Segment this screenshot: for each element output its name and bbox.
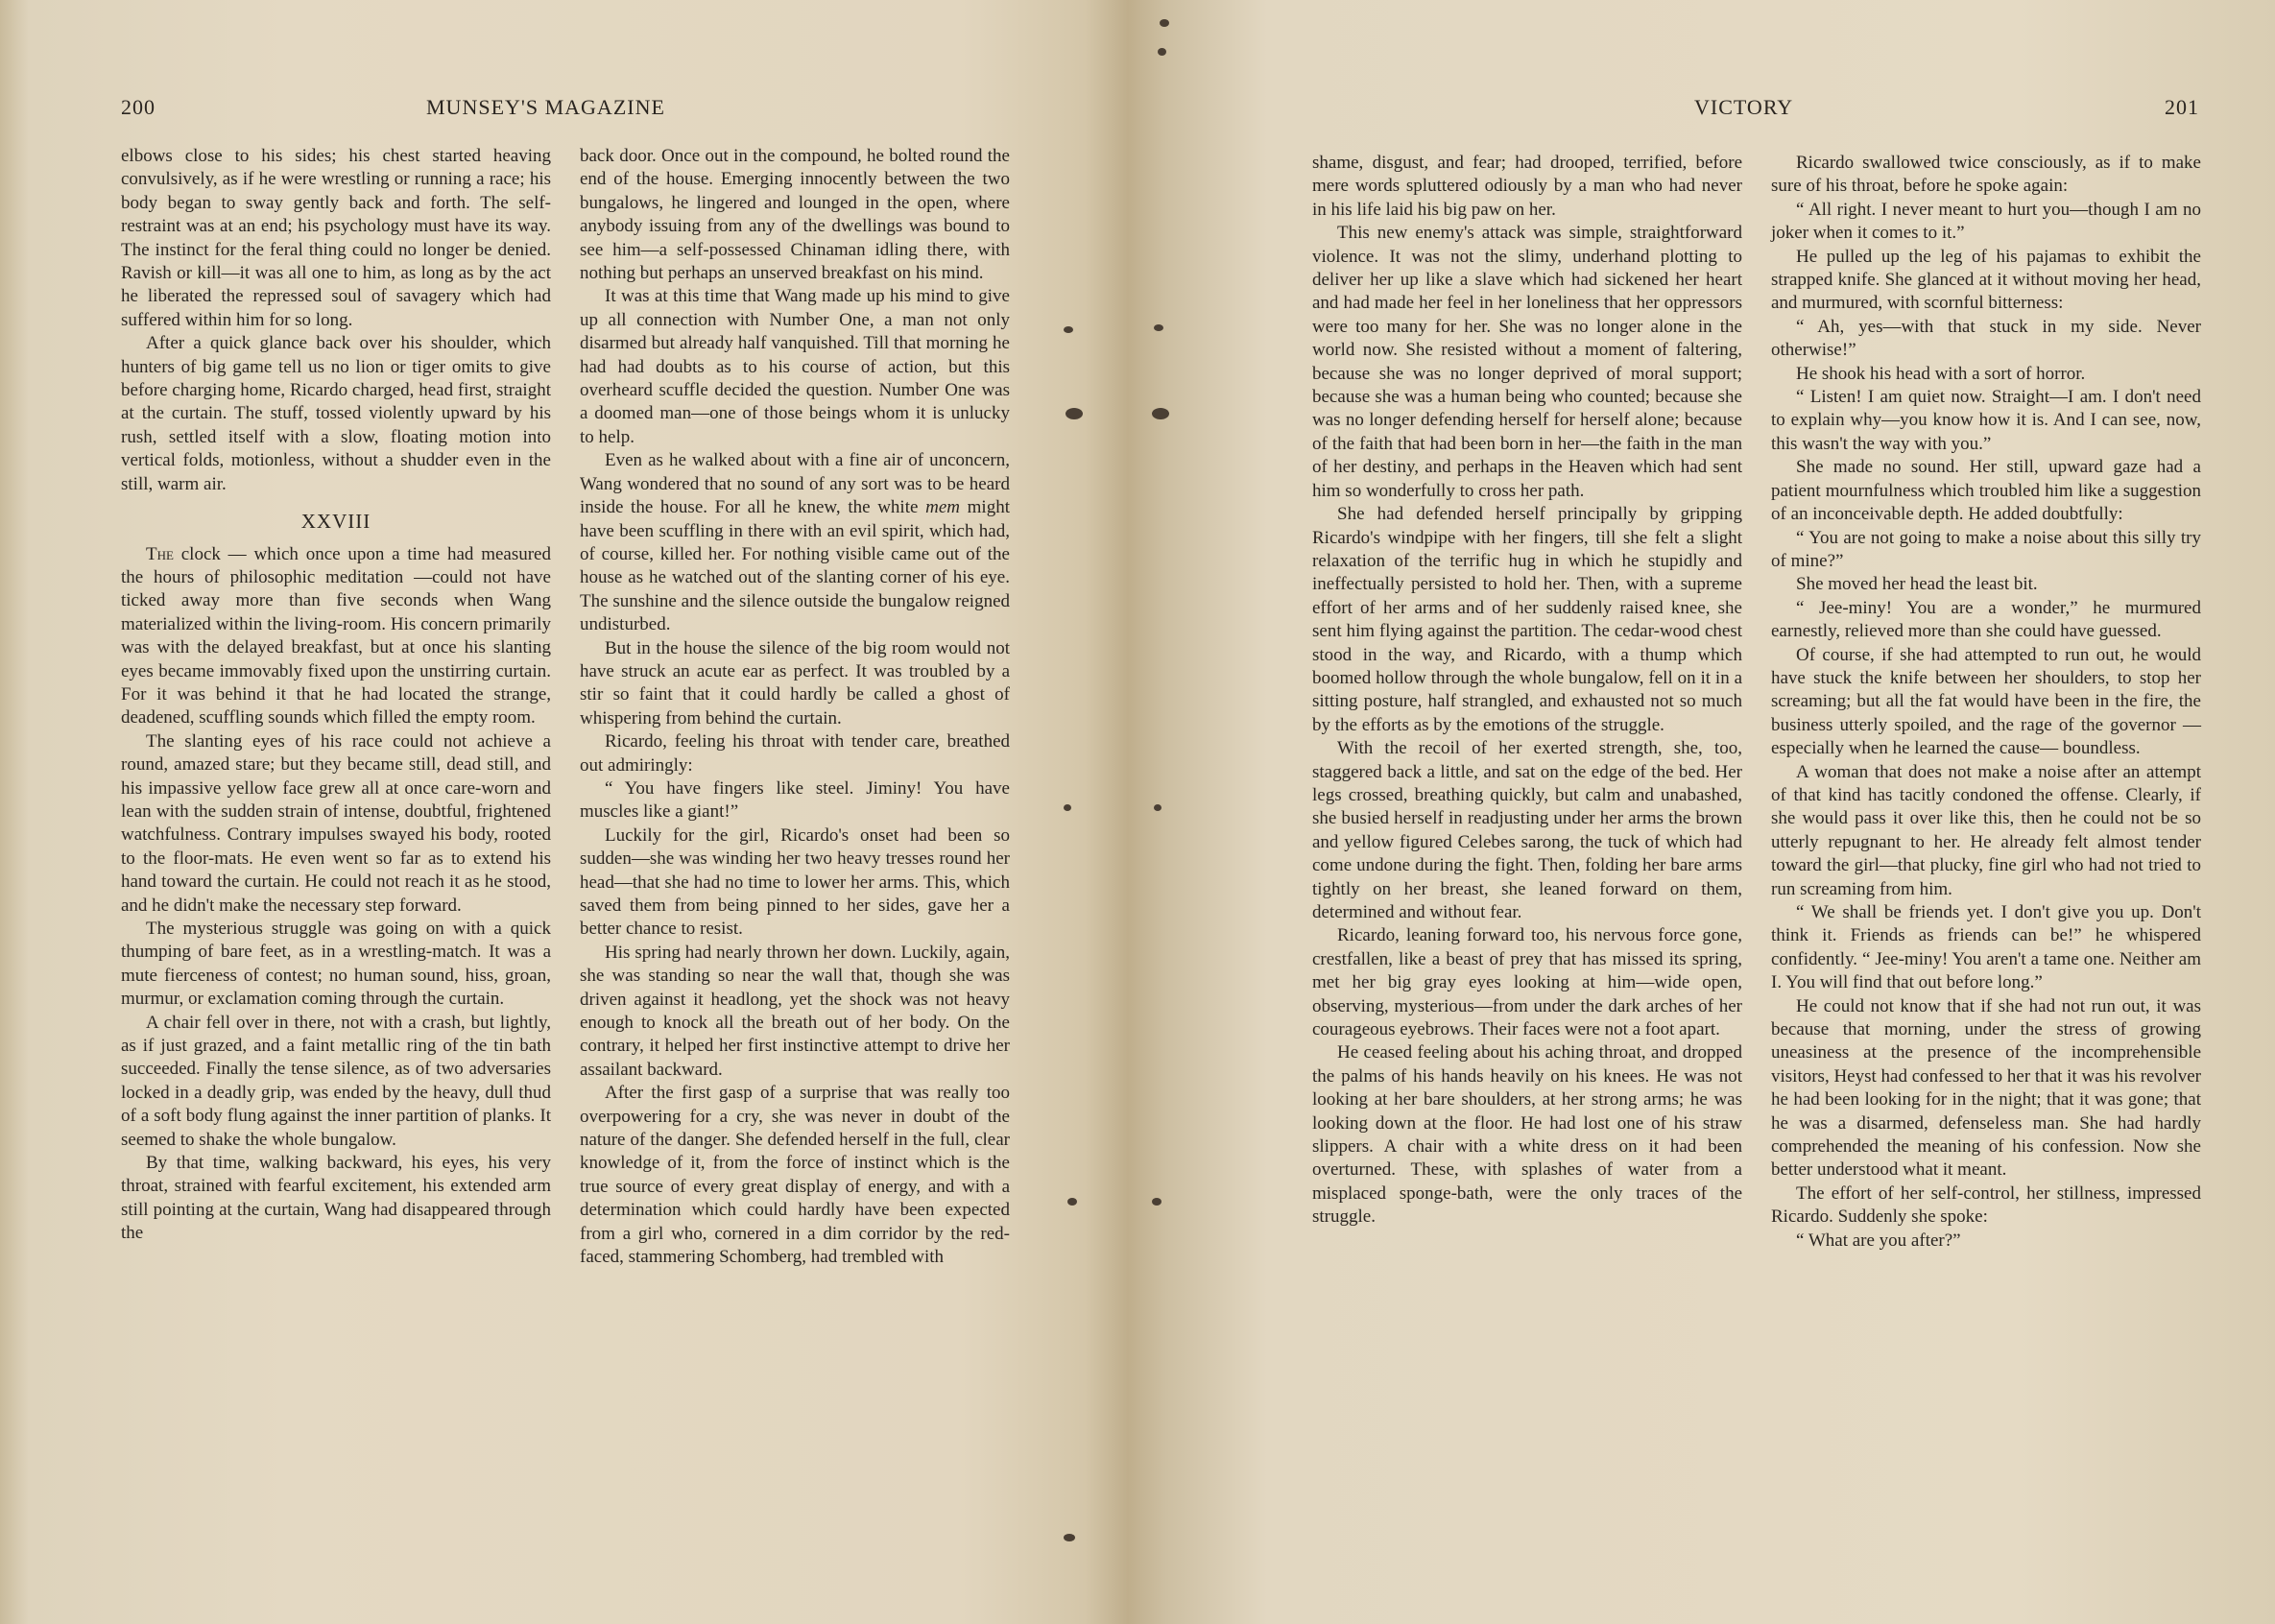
right-page xyxy=(1138,0,2275,1624)
paragraph xyxy=(121,543,551,730)
running-title: VICTORY xyxy=(1694,95,1794,119)
paragraph: She made no sound. Her still, upward gaze had a patient mournfulness which troubled him like a suggestion of an inconceivable depth. He added doubtfully: xyxy=(1771,457,2201,525)
paragraph: It was at this time that Wang made up his mind to give up all connection with Number One, a man not only disarmed but already half vanquished. Till that morning he had had doubts as to his course of action, but this overheard scuffle decided the question. Number One was a doomed man—one of those beings whom it is unlucky to help. xyxy=(580,286,1010,447)
paragraph: “ All right. I never meant to hurt you—though I am no joker when it comes to it.” xyxy=(1771,199,2201,244)
paragraph: He could not know that if she had not run out, it was because that morning, under the stress of growing uneasiness at the presence of the incomprehensible visitors, Heyst had confessed to her that it was his revolver he had been looking for in the night; that it was gone; that he was a disarmed, defenseless man. She had hardly comprehended the meaning of his confession. Now she better understood what it meant. xyxy=(1771,995,2201,1181)
italic-word: mem xyxy=(925,497,960,518)
paragraph: By that time, walking backward, his eyes, his very throat, strained with fearful excitement, his extended arm still pointing at the curtain, Wang had disappeared through the xyxy=(121,1153,551,1244)
paragraph-text: Even as he walked about with a fine air of unconcern, Wang wondered that no sound of any sort was to be heard inside the house. For all he knew, the white xyxy=(580,450,1010,518)
chapter-opening-word: The xyxy=(146,543,174,564)
paragraph: This new enemy's attack was simple, straightforward violence. It was not the slimy, underhand plotting to deliver her up like a slave which had sickened her heart and had made her feel in her loneliness that her oppressors were too many for her. She was no longer alone in the world now. She resisted without a moment of faltering, because she was no longer deprived of moral support; because she was a human being who counted; because she was no longer defending herself for herself alone; because of the faith that had been born in her—the faith in the man of her destiny, and perhaps in the Heaven which had sent him so wonderfully to cross her path. xyxy=(1312,223,1742,501)
paragraph: He ceased feeling about his aching throat, and dropped the palms of his hands heavily on his knees. He was not looking at her bare shoulders, at her strong arms; he was looking down at the floor. He had lost one of his straw slippers. A chair with a white dress on it had been overturned. These, with splashes of water from a misplaced sponge-bath, were the only traces of the struggle. xyxy=(1312,1042,1742,1228)
text-column-2 xyxy=(580,145,1010,1270)
paragraph: But in the house the silence of the big room would not have struck an acute ear as perfect. It was troubled by a stir so faint that it could hardly be called a ghost of whispering from behind the curtain. xyxy=(580,637,1010,728)
paragraph: A chair fell over in there, not with a crash, but lightly, as if just grazed, and a faint metallic ring of the tin bath succeeded. Finally the tense silence, as of two adversaries locked in a deadly grip, was ended by the heavy, dull thud of a soft body flung against the inner partition of planks. It seemed to shake the whole bungalow. xyxy=(121,1012,551,1150)
paragraph: Ricardo swallowed twice consciously, as if to make sure of his throat, before he spoke again: xyxy=(1771,153,2201,197)
paragraph: “ What are you after?” xyxy=(1796,1230,1961,1251)
text-column-2 xyxy=(1771,152,2201,1253)
paragraph: Of course, if she had attempted to run out, he would have stuck the knife between her shoulders, to stop her screaming; but all the fat would have been in the fire, the business utterly spoiled, and the rage of the governor —especially when he learned the cause— boundless. xyxy=(1771,644,2201,759)
paragraph: Ricardo, feeling his throat with tender care, breathed out admiringly: xyxy=(580,731,1010,776)
page-number: 200 xyxy=(121,95,156,119)
paragraph xyxy=(580,449,1010,636)
paragraph: “ We shall be friends yet. I don't give you up. Don't think it. Friends as friends can be!” he whispered confidently. “ Jee-miny! You aren't a tame one. Neither am I. You will find that out before long.” xyxy=(1771,902,2201,993)
paragraph: She had defended herself principally by gripping Ricardo's windpipe with her fingers, till she felt a slight relaxation of the terrific hug in which he stupidly and ineffectually persisted to hold her. Then, with a supreme effort of her arms and of her suddenly raised knee, she sent him flying against the partition. The cedar-wood chest stood in the way, and Ricardo, with a thump which boomed hollow through the whole bungalow, fell on it in a sitting posture, half strangled, and exhausted not so much by the efforts as by the emotions of the struggle. xyxy=(1312,504,1742,735)
paragraph: His spring had nearly thrown her down. Luckily, again, she was standing so near the wall that, though she was driven against it headlong, yet the shock was not heavy enough to knock all the breath out of her body. On the contrary, it helped her first instinctive attempt to drive her assailant backward. xyxy=(580,942,1010,1080)
paragraph: “ Listen! I am quiet now. Straight—I am. I don't need to explain why—you know how it is. And I can see, now, this wasn't the way with you.” xyxy=(1771,387,2201,454)
paragraph: Luckily for the girl, Ricardo's onset had been so sudden—she was winding her two heavy tresses round her head—that she had no time to lower her arms. This, which saved them from being pinned to her sides, gave her a better chance to resist. xyxy=(580,824,1010,940)
paragraph: He shook his head with a sort of horror. xyxy=(1796,363,2086,384)
paragraph: Ricardo, leaning forward too, his nervous force gone, crestfallen, like a beast of prey that has missed its spring, met her big gray eyes looking at him—wide open, observing, mysterious—from under the dark arches of her courageous eyebrows. Their faces were not a foot apart. xyxy=(1312,925,1742,1040)
paragraph: After a quick glance back over his shoulder, which hunters of big game tell us no lion or tiger omits to give before charging home, Ricardo charged, head first, straight at the curtain. The stuff, tossed violently upward by his rush, settled itself with a slow, floating motion into vertical folds, motionless, without a shudder even in the still, warm air. xyxy=(121,333,551,494)
paragraph: The slanting eyes of his race could not achieve a round, amazed stare; but they became still, dead still, and his impassive yellow face grew all at once care-worn and lean with the sudden strain of intense, doubtful, frightened watchfulness. Contrary impulses swayed his body, rooted to the floor-mats. He even went so far as to extend his hand toward the curtain. He could not reach it as he stood, and he didn't make the necessary step forward. xyxy=(121,730,551,916)
paragraph: The mysterious struggle was going on with a quick thumping of bare feet, as in a wrestling-match. It was a mute fierceness of contest; no human sound, hiss, groan, murmur, or exclamation coming through the curtain. xyxy=(121,919,551,1010)
paragraph: With the recoil of her exerted strength, she, too, staggered back a little, and sat on the edge of the bed. Her legs crossed, breathing quickly, but calm and unabashed, she busied herself in readjusting under her arms the brown and yellow figured Celebes sarong, the tuck of which had come undone during the fight. Then, folding her bare arms tightly on her breast, she leaned forward on them, determined and without fear. xyxy=(1312,738,1742,922)
text-column-1 xyxy=(121,145,551,1246)
paragraph: shame, disgust, and fear; had drooped, terrified, before mere words spluttered odiously by a man who had never in his life laid his big paw on her. xyxy=(1312,153,1742,220)
paragraph: A woman that does not make a noise after an attempt of that kind has tacitly condoned the offense. Clearly, if she would pass it over like this, then he could not be so utterly repugnant to her. He already felt almost tender toward the girl—that plucky, fine girl who had not tried to run screaming from him. xyxy=(1771,761,2201,899)
chapter-heading: XXVIII xyxy=(300,510,371,534)
paragraph: She moved her head the least bit. xyxy=(1796,574,2038,595)
paragraph: After the first gasp of a surprise that was really too overpowering for a cry, she was never in doubt of the nature of the danger. She defended herself in the full, clear knowledge of it, from the force of instinct which is the true source of every great display of energy, and with a determination which could hardly have been expected from a girl who, cornered in a dim corridor by the red-faced, stammering Schomberg, had trembled with xyxy=(580,1083,1010,1268)
paragraph: “ You have fingers like steel. Jiminy! You have muscles like a giant!” xyxy=(580,777,1010,823)
paragraph: “ Ah, yes—with that stuck in my side. Never otherwise!” xyxy=(1771,316,2201,361)
running-title: MUNSEY'S MAGAZINE xyxy=(426,95,665,119)
paragraph-text: clock — which once upon a time had measured the hours of philosophic meditation —could not have ticked away more than five seconds when Wang materialized within the living-room. His concern primarily was with the delayed breakfast, but at once his slanting eyes became immovably fixed upon the unstirring curtain. For it was behind it that he had located the strange, deadened, scuffling sounds which filled the empty room. xyxy=(121,543,551,728)
paragraph: “ You are not going to make a noise about this silly try of mine?” xyxy=(1771,527,2201,571)
paragraph: He pulled up the leg of his pajamas to exhibit the strapped knife. She glanced at it without moving her head, and murmured, with scornful bitterness: xyxy=(1771,246,2201,314)
text-column-1 xyxy=(1312,152,1742,1230)
paragraph-text: might have been scuffling in there with an evil spirit, which had, of course, killed her. For nothing visible came out of the house as he watched out of the slanting corner of his eye. The sunshine and the silence outside the bungalow reigned undisturbed. xyxy=(580,497,1010,635)
paragraph: “ Jee-miny! You are a wonder,” he murmured earnestly, relieved more than she could have guessed. xyxy=(1771,597,2201,642)
paragraph: elbows close to his sides; his chest started heaving convulsively, as if he were wrestling or running a race; his body began to sway gently back and forth. The self-restraint was at an end; his psychology must have its way. The instinct for the feral thing could no longer be denied. Ravish or kill—it was all one to him, as long as by the act he liberated the repressed soul of savagery which had suffered within him for so long. xyxy=(121,146,551,330)
paragraph: The effort of her self-control, her stillness, impressed Ricardo. Suddenly she spoke: xyxy=(1771,1182,2201,1228)
paragraph: back door. Once out in the compound, he bolted round the end of the house. Emerging innocently between the two bungalows, he lingered and lounged in the open, where anybody issuing from any of the dwellings was bound to see him—a self-possessed Chinaman idling there, with nothing but perhaps an unserved breakfast on his mind. xyxy=(580,146,1010,284)
page-number: 201 xyxy=(2165,95,2199,119)
